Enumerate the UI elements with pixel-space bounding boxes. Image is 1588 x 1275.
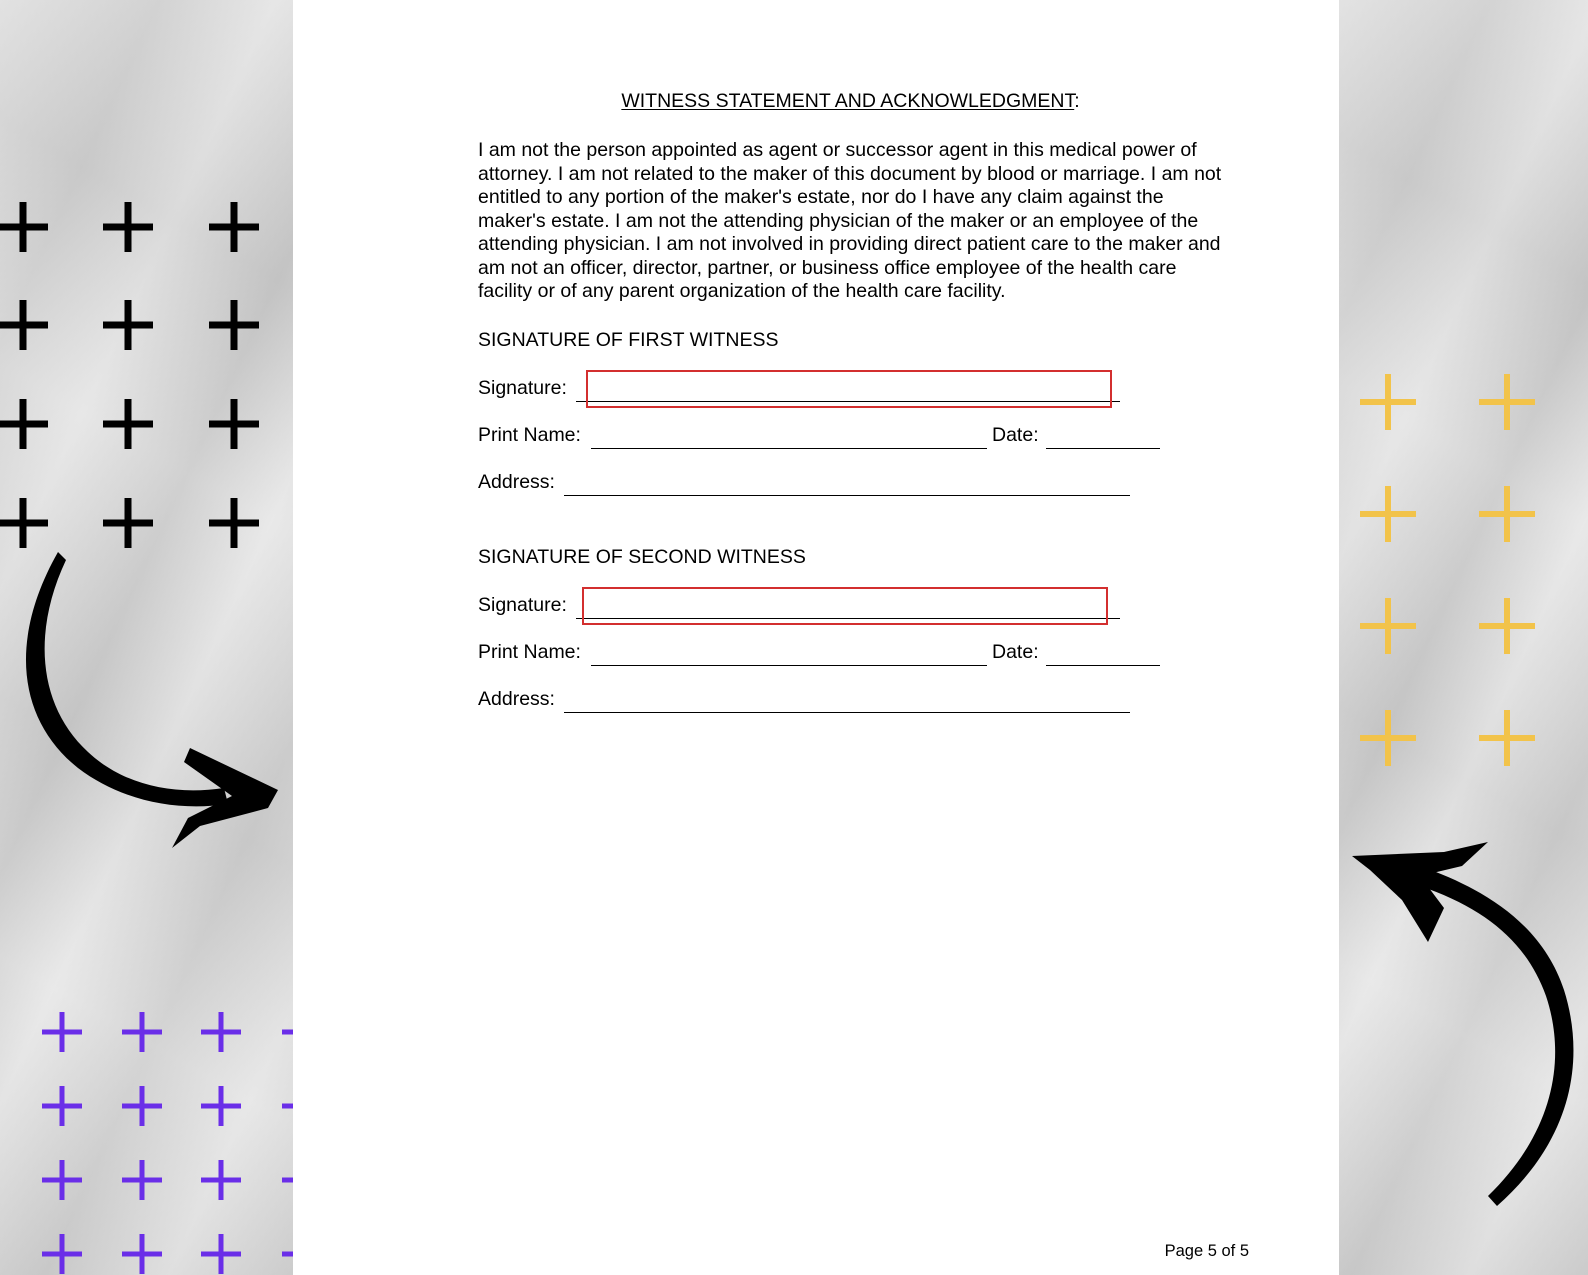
plus-icon — [209, 202, 259, 252]
plus-icon — [201, 1160, 241, 1200]
plus-icon — [201, 1234, 241, 1274]
second-signature-label: Signature: — [478, 593, 567, 616]
second-print-name-label: Print Name: — [478, 640, 581, 663]
document-page — [293, 0, 1339, 1275]
second-address-row — [478, 673, 1223, 720]
page-title — [478, 90, 1223, 113]
first-print-name-field[interactable] — [591, 448, 987, 449]
plus-icon — [103, 399, 153, 449]
plus-icon — [1360, 486, 1416, 542]
plus-icon — [0, 399, 48, 449]
second-signature-row — [478, 579, 1223, 626]
yellow-plus-grid — [1360, 374, 1535, 766]
first-signature-row — [478, 362, 1223, 409]
second-date-field[interactable] — [1046, 665, 1160, 666]
witness-statement: I am not the person appointed as agent or successor agent in this medical power of attorney. I am not related to the maker of this document by blood or marriage. I am not entitled to any portion of the maker's estate, nor do I have any claim against the maker's estate. I am not the attending physician of the maker or an employee of the attending physician. I am not involved in providing direct patient care to the maker and am not an officer, director, partner, or business office employee of the health care facility or of any parent organization of the health care facility. — [478, 139, 1222, 302]
plus-icon — [122, 1012, 162, 1052]
first-address-field[interactable] — [564, 495, 1130, 496]
plus-icon — [1360, 598, 1416, 654]
plus-icon — [1360, 710, 1416, 766]
curved-arrow-icon — [1352, 842, 1573, 1206]
first-print-name-label: Print Name: — [478, 423, 581, 446]
plus-icon — [1479, 598, 1535, 654]
plus-icon — [1360, 374, 1416, 430]
curved-arrow-icon — [26, 552, 278, 848]
plus-icon — [42, 1234, 82, 1274]
first-address-row — [478, 456, 1223, 503]
first-signature-label: Signature: — [478, 376, 567, 399]
first-date-field[interactable] — [1046, 448, 1160, 449]
plus-icon — [103, 300, 153, 350]
second-date-label: Date: — [992, 640, 1039, 663]
first-print-name-row — [478, 409, 1223, 456]
first-address-label: Address: — [478, 470, 555, 493]
page-number: Page 5 of 5 — [1164, 1242, 1249, 1260]
plus-icon — [1479, 486, 1535, 542]
black-plus-grid — [0, 202, 259, 548]
second-signature-field[interactable] — [582, 587, 1108, 625]
second-print-name-row — [478, 626, 1223, 673]
plus-icon — [122, 1234, 162, 1274]
plus-icon — [1479, 710, 1535, 766]
plus-icon — [122, 1160, 162, 1200]
plus-icon — [209, 399, 259, 449]
plus-icon — [103, 202, 153, 252]
purple-plus-grid — [42, 1012, 293, 1274]
plus-icon — [122, 1086, 162, 1126]
title-text: WITNESS STATEMENT AND ACKNOWLEDGMENT — [621, 90, 1075, 112]
second-witness-heading: SIGNATURE OF SECOND WITNESS — [478, 545, 806, 568]
plus-icon — [201, 1086, 241, 1126]
first-date-label: Date: — [992, 423, 1039, 446]
plus-icon — [42, 1086, 82, 1126]
plus-icon — [103, 498, 153, 548]
document-content — [478, 90, 1223, 720]
plus-icon — [209, 300, 259, 350]
first-witness-heading: SIGNATURE OF FIRST WITNESS — [478, 328, 779, 351]
plus-icon — [42, 1160, 82, 1200]
plus-icon — [209, 498, 259, 548]
second-address-label: Address: — [478, 687, 555, 710]
second-address-field[interactable] — [564, 712, 1130, 713]
plus-icon — [201, 1012, 241, 1052]
plus-icon — [0, 498, 48, 548]
plus-icon — [0, 300, 48, 350]
section-spacer — [478, 503, 1223, 545]
plus-icon — [0, 202, 48, 252]
second-print-name-field[interactable] — [591, 665, 987, 666]
first-signature-field[interactable] — [586, 370, 1112, 408]
plus-icon — [1479, 374, 1535, 430]
title-suffix: : — [1074, 90, 1080, 112]
plus-icon — [42, 1012, 82, 1052]
